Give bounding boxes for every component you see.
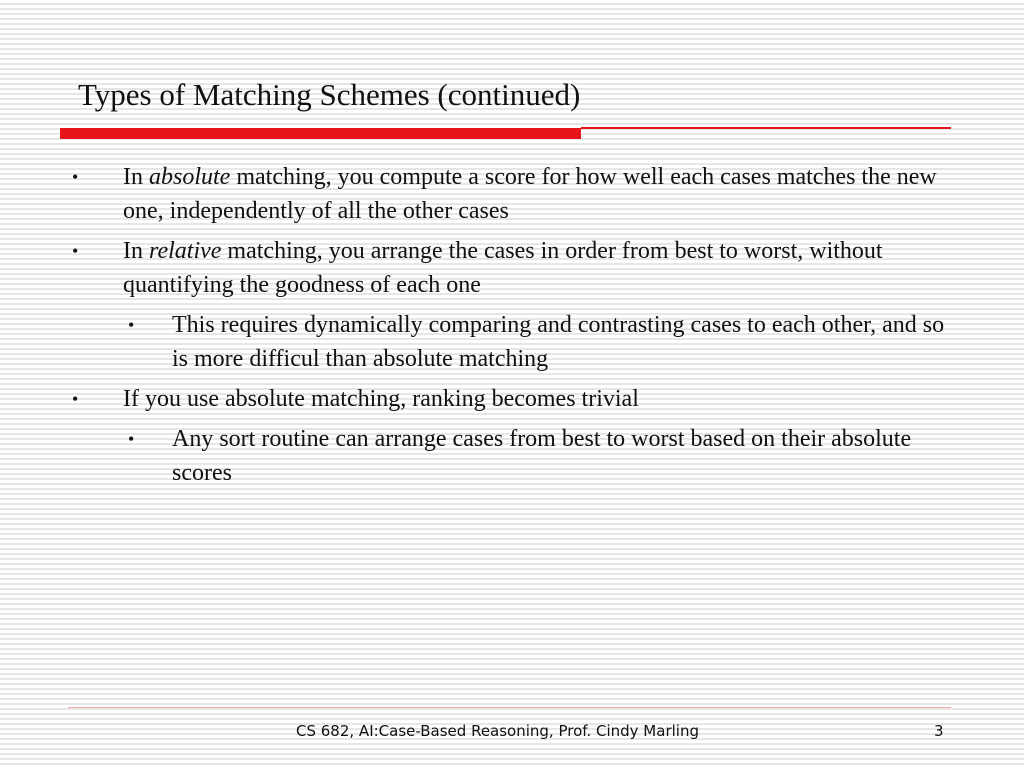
bullet-marker: • (128, 315, 135, 335)
text-run: matching, you arrange the cases in order from best to worst, without quantifying the goodness of each one (123, 238, 883, 298)
text-run: If you use absolute matching, ranking becomes trivial (123, 386, 639, 412)
bullet-text (172, 426, 911, 486)
text-run: In (123, 164, 149, 190)
text-run: In (123, 238, 149, 264)
emphasis-text: relative (149, 238, 222, 264)
footer-text: CS 682, AI:Case-Based Reasoning, Prof. Cindy Marling (296, 722, 699, 740)
page-number: 3 (934, 722, 944, 740)
slide-title: Types of Matching Schemes (continued) (78, 77, 581, 112)
text-run: Any sort routine can arrange cases from best to worst based on their absolute scores (172, 426, 912, 486)
bullet-text (123, 238, 883, 298)
bullet-list (0, 160, 1024, 496)
title-underline-thin (581, 127, 951, 129)
bullet-marker: • (72, 167, 79, 187)
bullet-text (123, 164, 937, 224)
bullet-item (0, 382, 953, 416)
bullet-item (0, 234, 953, 302)
bullet-item (0, 160, 953, 228)
bullet-marker: • (128, 429, 135, 449)
bullet-marker: • (72, 241, 79, 261)
title-underline-thick (60, 128, 581, 139)
text-run: This requires dynamically comparing and contrasting cases to each other, and so is more difficul than absolute matching (172, 312, 945, 372)
emphasis-text: absolute (149, 164, 231, 190)
sub-bullet-item (0, 422, 957, 490)
bullet-marker: • (72, 389, 79, 409)
footer-divider (68, 707, 951, 708)
sub-bullet-item (0, 308, 957, 376)
bullet-text (172, 312, 944, 372)
text-run: matching, you compute a score for how well each cases matches the new one, independently of all the other cases (123, 164, 937, 224)
bullet-text (123, 386, 639, 412)
